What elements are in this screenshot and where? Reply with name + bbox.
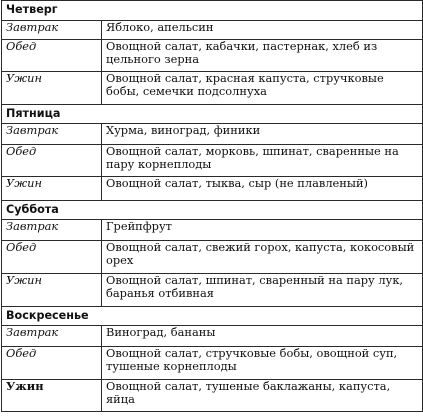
meal-label: Завтрак [2, 124, 102, 145]
day-header-friday [2, 105, 423, 124]
meal-label: Завтрак [2, 21, 102, 40]
day-name: Пятница [2, 105, 423, 124]
table-row [2, 72, 423, 105]
day-name: Воскресенье [2, 307, 423, 326]
meal-label: Ужин [2, 380, 102, 412]
table-row [2, 220, 423, 241]
table-row [2, 347, 423, 380]
table-row [2, 177, 423, 201]
table-row [2, 241, 423, 274]
meal-label: Ужин [2, 177, 102, 201]
meal-label: Обед [2, 40, 102, 72]
meal-label: Обед [2, 241, 102, 274]
meal-label: Обед [2, 145, 102, 177]
meal-label: Завтрак [2, 326, 102, 347]
day-header-sunday [2, 307, 423, 326]
meal-foods: Овощной салат, шпинат, сваренный на пару лук, баранья отбивная [102, 274, 423, 307]
meal-foods: Овощной салат, стручковые бобы, овощной суп, тушеные корнеплоды [102, 347, 423, 380]
day-name: Четверг [2, 1, 423, 21]
meal-plan-table [1, 0, 423, 412]
meal-foods: Хурма, виноград, финики [102, 124, 423, 145]
day-header-saturday [2, 201, 423, 220]
meal-foods: Овощной салат, тыква, сыр (не плавленый) [102, 177, 423, 201]
table-row [2, 145, 423, 177]
meal-foods: Овощной салат, морковь, шпинат, сваренные на пару корнеплоды [102, 145, 423, 177]
table-row [2, 274, 423, 307]
meal-label: Ужин [2, 72, 102, 105]
meal-foods: Грейпфрут [102, 220, 423, 241]
meal-label: Обед [2, 347, 102, 380]
meal-foods: Виноград, бананы [102, 326, 423, 347]
meal-label: Завтрак [2, 220, 102, 241]
day-header-thursday [2, 1, 423, 21]
day-name: Суббота [2, 201, 423, 220]
meal-foods: Овощной салат, тушеные баклажаны, капуста, яйца [102, 380, 423, 412]
meal-foods: Яблоко, апельсин [102, 21, 423, 40]
table-row [2, 21, 423, 40]
table-row [2, 380, 423, 412]
meal-foods: Овощной салат, кабачки, пастернак, хлеб из цельного зерна [102, 40, 423, 72]
meal-label: Ужин [2, 274, 102, 307]
meal-foods: Овощной салат, красная капуста, стручковые бобы, семечки подсолнуха [102, 72, 423, 105]
table-row [2, 40, 423, 72]
table-row [2, 124, 423, 145]
meal-foods: Овощной салат, свежий горох, капуста, кокосовый орех [102, 241, 423, 274]
table-row [2, 326, 423, 347]
